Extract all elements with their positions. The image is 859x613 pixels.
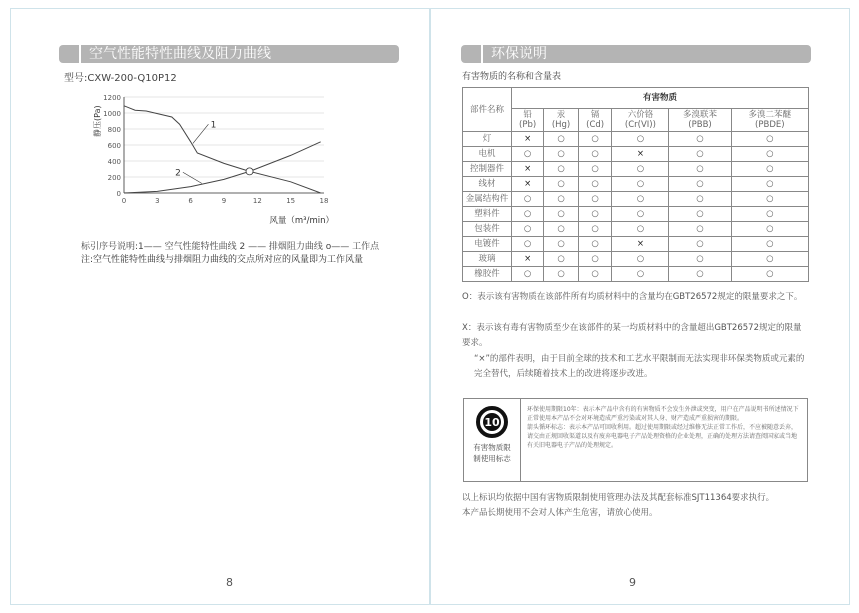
cell-mark: ○ bbox=[578, 252, 612, 267]
cell-mark: ○ bbox=[669, 267, 731, 282]
table-row bbox=[463, 252, 809, 267]
cell-mark: × bbox=[512, 252, 544, 267]
cell-mark: ○ bbox=[544, 147, 579, 162]
cell-mark: ○ bbox=[669, 237, 731, 252]
cell-mark: ○ bbox=[669, 192, 731, 207]
cell-mark: ○ bbox=[669, 162, 731, 177]
cell-mark: ○ bbox=[669, 177, 731, 192]
cell-mark: ○ bbox=[544, 222, 579, 237]
cell-mark: ○ bbox=[512, 207, 544, 222]
cell-mark: ○ bbox=[512, 192, 544, 207]
cell-mark: ○ bbox=[731, 192, 808, 207]
cell-part: 橡胶件 bbox=[463, 267, 512, 282]
y-tick-label: 800 bbox=[107, 126, 121, 134]
table-row bbox=[463, 177, 809, 192]
cell-mark: ○ bbox=[612, 267, 669, 282]
col-substance bbox=[512, 109, 544, 132]
footer-2: 本产品长期使用不会对人体产生危害，请放心使用。 bbox=[462, 508, 658, 518]
substance-symbol: (Cr(VI)) bbox=[624, 120, 656, 130]
chart-note: 注:空气性能特性曲线与排烟阻力曲线的交点所对应的风量即为工作风量 bbox=[81, 255, 364, 265]
cell-mark: ○ bbox=[612, 252, 669, 267]
x-note-2: “×”的部件表明，由于目前全球的技术和工艺水平限制而无法实现非环保类物质或元素的完全替代，后续随着技术上的改进将逐步改进。 bbox=[474, 354, 805, 379]
table-row bbox=[463, 222, 809, 237]
substance-name: 多溴联苯 bbox=[683, 110, 718, 120]
cell-mark: ○ bbox=[578, 132, 612, 147]
cell-mark: ○ bbox=[612, 222, 669, 237]
section-header bbox=[461, 45, 811, 63]
substance-symbol: (Hg) bbox=[551, 120, 571, 130]
substance-name: 镉 bbox=[590, 110, 600, 120]
section-title: 空气性能特性曲线及阻力曲线 bbox=[89, 46, 271, 62]
table-row bbox=[463, 237, 809, 252]
cell-mark: ○ bbox=[731, 237, 808, 252]
cell-mark: ○ bbox=[731, 132, 808, 147]
col-group: 有害物质 bbox=[512, 88, 809, 109]
restriction-label-box bbox=[463, 398, 808, 482]
cell-mark: × bbox=[512, 177, 544, 192]
cell-mark: ○ bbox=[669, 132, 731, 147]
y-tick-label: 1000 bbox=[103, 110, 121, 118]
section-header bbox=[59, 45, 399, 63]
page-9 bbox=[430, 8, 850, 605]
svg-text:10: 10 bbox=[484, 416, 500, 429]
cell-mark: ○ bbox=[669, 147, 731, 162]
cell-mark: ○ bbox=[544, 267, 579, 282]
substance-name: 汞 bbox=[556, 110, 566, 120]
cell-part: 灯 bbox=[463, 132, 512, 147]
x-tick-label: 18 bbox=[319, 197, 329, 205]
cell-mark: ○ bbox=[578, 177, 612, 192]
y-tick-label: 200 bbox=[107, 174, 121, 182]
callout-2-label: 2 bbox=[175, 168, 181, 179]
series-line-2 bbox=[124, 142, 321, 193]
box-text-1: 环保使用期限10年：表示本产品中含有的有害物质不会发生外泄或突变，用户在产品说明书所述情况下正常使用本产品不会对环境造成严重污染或对其人身、财产造成严重损害的期限。 bbox=[527, 406, 799, 422]
page-8 bbox=[10, 8, 430, 605]
col-substance bbox=[669, 109, 731, 132]
cell-mark: ○ bbox=[578, 267, 612, 282]
x-axis-label: 风量（m³/min） bbox=[269, 216, 334, 226]
cell-mark: ○ bbox=[731, 222, 808, 237]
substance-symbol: (Cd) bbox=[586, 120, 605, 130]
page-number: 9 bbox=[629, 576, 636, 589]
substance-name: 铅 bbox=[523, 110, 532, 120]
cell-mark: ○ bbox=[512, 147, 544, 162]
x-tick-label: 6 bbox=[188, 197, 193, 205]
table-row bbox=[463, 147, 809, 162]
cell-mark: ○ bbox=[578, 207, 612, 222]
hazardous-substance-table bbox=[462, 87, 809, 282]
cell-mark: × bbox=[512, 132, 544, 147]
model-number: 型号:CXW-200-Q10P12 bbox=[64, 73, 177, 84]
col-substance bbox=[544, 109, 579, 132]
cell-mark: ○ bbox=[512, 222, 544, 237]
page-number: 8 bbox=[226, 576, 233, 589]
cell-mark: ○ bbox=[544, 192, 579, 207]
table-row bbox=[463, 267, 809, 282]
callout-2-line bbox=[183, 172, 202, 183]
substance-symbol: (PBDE) bbox=[755, 120, 785, 130]
cell-mark: ○ bbox=[669, 222, 731, 237]
col-substance bbox=[578, 109, 612, 132]
substance-symbol: (PBB) bbox=[688, 120, 712, 130]
o-note: O：表示该有害物质在该部件所有均质材料中的含量均在GBT26572规定的限量要求之下。 bbox=[462, 292, 803, 302]
cell-part: 电机 bbox=[463, 147, 512, 162]
x-tick-label: 12 bbox=[252, 197, 262, 205]
cell-mark: ○ bbox=[612, 207, 669, 222]
cell-part: 玻璃 bbox=[463, 252, 512, 267]
cell-mark: ○ bbox=[544, 252, 579, 267]
col-part: 部件名称 bbox=[463, 88, 512, 132]
cell-part: 塑料件 bbox=[463, 207, 512, 222]
y-tick-label: 600 bbox=[107, 142, 121, 150]
cell-mark: ○ bbox=[669, 252, 731, 267]
x-note: X：表示该有毒有害物质至少在该部件的某一均质材料中的含量超出GBT26572规定的限量要求。 bbox=[462, 323, 802, 348]
y-tick-label: 400 bbox=[107, 158, 121, 166]
cell-mark: ○ bbox=[544, 237, 579, 252]
cell-mark: ○ bbox=[612, 177, 669, 192]
table-title: 有害物质的名称和含量表 bbox=[462, 72, 562, 82]
performance-chart bbox=[81, 81, 371, 231]
y-tick-label: 1200 bbox=[103, 94, 121, 102]
table-row bbox=[463, 207, 809, 222]
cell-mark: ○ bbox=[512, 237, 544, 252]
cell-part: 控制器件 bbox=[463, 162, 512, 177]
cell-mark: ○ bbox=[731, 267, 808, 282]
section-title: 环保说明 bbox=[491, 46, 547, 62]
x-tick-label: 0 bbox=[121, 197, 127, 205]
substance-name: 六价铬 bbox=[627, 110, 654, 120]
callout-1-label: 1 bbox=[210, 120, 217, 131]
cell-mark: ○ bbox=[731, 252, 808, 267]
callout-1-line bbox=[193, 124, 209, 143]
cell-mark: ○ bbox=[731, 147, 808, 162]
cell-mark: ○ bbox=[578, 147, 612, 162]
x-tick-label: 3 bbox=[155, 197, 160, 205]
cell-mark: ○ bbox=[731, 207, 808, 222]
cell-mark: ○ bbox=[731, 162, 808, 177]
cell-mark: ○ bbox=[544, 132, 579, 147]
cell-mark: ○ bbox=[578, 192, 612, 207]
x-tick-label: 9 bbox=[221, 197, 227, 205]
table-row bbox=[463, 162, 809, 177]
cell-part: 电镀件 bbox=[463, 237, 512, 252]
table-row bbox=[463, 132, 809, 147]
cell-mark: ○ bbox=[544, 162, 579, 177]
cell-mark: × bbox=[612, 147, 669, 162]
x-tick-label: 15 bbox=[286, 197, 296, 205]
cell-mark: ○ bbox=[544, 177, 579, 192]
cell-mark: ○ bbox=[612, 132, 669, 147]
footer-1: 以上标识均依据中国有害物质限制使用管理办法及其配套标准SJT11364要求执行。 bbox=[462, 493, 775, 503]
col-substance bbox=[612, 109, 669, 132]
cell-mark: ○ bbox=[578, 222, 612, 237]
cell-mark: ○ bbox=[669, 207, 731, 222]
cell-mark: ○ bbox=[731, 177, 808, 192]
working-point-marker bbox=[246, 168, 253, 175]
y-axis-label: 静压(Pa) bbox=[93, 105, 102, 137]
legend-note: 标引序号说明:1—— 空气性能特性曲线 2 —— 排烟阻力曲线 o—— 工作点 bbox=[81, 242, 380, 252]
recycle-10-logo-icon bbox=[475, 405, 509, 439]
cell-mark: ○ bbox=[578, 162, 612, 177]
cell-part: 线材 bbox=[463, 177, 512, 192]
substance-name: 多溴二苯醚 bbox=[748, 110, 792, 120]
table-row bbox=[463, 192, 809, 207]
cell-part: 金属结构件 bbox=[463, 192, 512, 207]
logo-label: 有害物质限制使用标志 bbox=[473, 443, 511, 463]
substance-symbol: (Pb) bbox=[519, 120, 537, 130]
cell-mark: × bbox=[612, 237, 669, 252]
cell-mark: ○ bbox=[512, 267, 544, 282]
cell-mark: ○ bbox=[544, 207, 579, 222]
cell-mark: ○ bbox=[612, 192, 669, 207]
cell-mark: × bbox=[512, 162, 544, 177]
cell-mark: ○ bbox=[578, 237, 612, 252]
cell-mark: ○ bbox=[612, 162, 669, 177]
y-tick-label: 0 bbox=[116, 190, 121, 198]
cell-part: 包装件 bbox=[463, 222, 512, 237]
box-text-2: 箭头循环标志：表示本产品可回收利用。超过使用期限或经过维修无法正常工作后，不应被随意丢弃，请交由正规回收渠道以及有废弃电器电子产品处理资格的企业处理，正确的处理方法请查阅国家或当地有关旧电器电子产品的处理规定。 bbox=[527, 424, 798, 449]
col-substance bbox=[731, 109, 808, 132]
